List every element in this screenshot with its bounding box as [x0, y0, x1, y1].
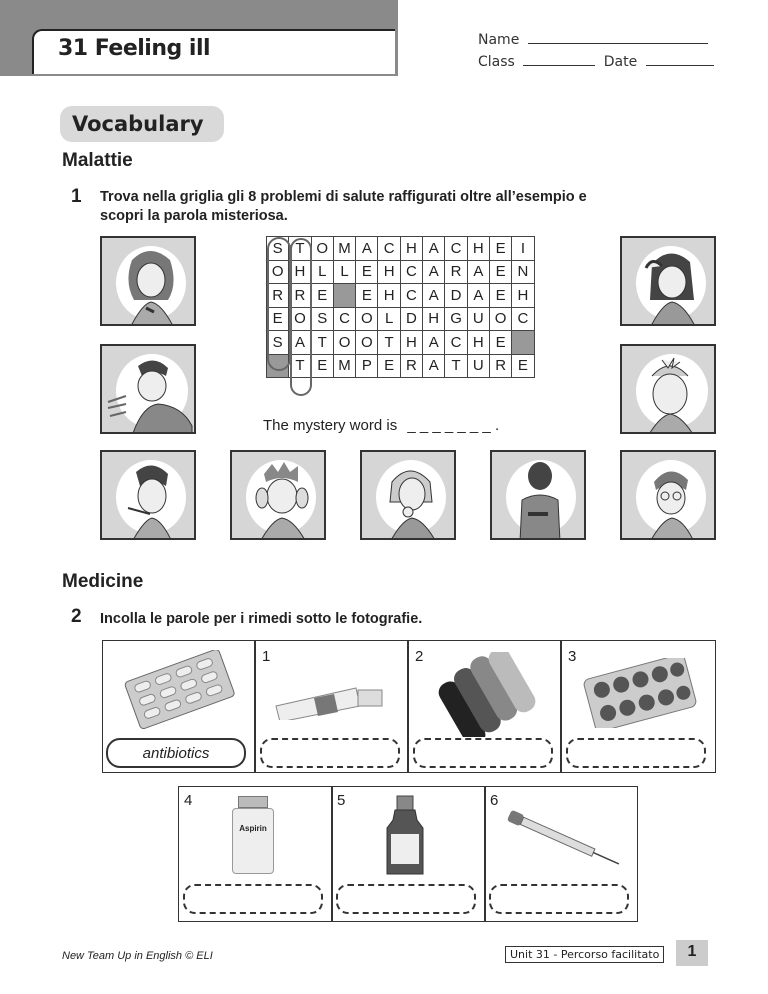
picture-toothache [620, 344, 716, 434]
exercise-number-1: 1 [71, 186, 82, 207]
name-label: Name [478, 32, 520, 48]
grid-cell[interactable]: H [512, 284, 534, 308]
date-line[interactable] [646, 54, 714, 66]
frame-divider [560, 640, 562, 773]
item-number: 3 [568, 648, 577, 665]
grid-cell[interactable]: U [467, 354, 489, 378]
grid-cell[interactable]: E [267, 307, 289, 331]
page-title: 31 Feeling ill [58, 36, 211, 61]
frame-divider [331, 786, 333, 922]
grid-cell[interactable]: C [400, 284, 422, 308]
grid-blank-cell [333, 284, 355, 308]
frame-divider [407, 640, 409, 773]
grid-cell[interactable]: C [333, 307, 355, 331]
cream-tube-icon [270, 680, 390, 720]
footer-book-title: New Team Up in English © ELI [62, 950, 213, 962]
grid-cell[interactable]: E [489, 284, 511, 308]
name-line[interactable] [528, 32, 708, 44]
mystery-text: The mystery word is [263, 417, 398, 434]
mystery-blanks[interactable]: _ _ _ _ _ _ _ . [407, 417, 500, 434]
grid-cell[interactable]: S [267, 237, 289, 261]
grid-cell[interactable]: R [267, 284, 289, 308]
example-ring-throat [290, 238, 312, 396]
grid-cell[interactable]: H [378, 284, 400, 308]
pills-blister-icon [580, 658, 700, 728]
grid-cell[interactable]: O [489, 307, 511, 331]
grid-cell[interactable]: S [267, 331, 289, 355]
answer-box-6[interactable] [489, 884, 629, 914]
grid-blank-cell [512, 331, 534, 355]
grid-cell[interactable]: C [512, 307, 534, 331]
answer-box-4[interactable] [183, 884, 323, 914]
grid-cell[interactable]: E [311, 284, 333, 308]
section-heading-malattie: Malattie [62, 150, 133, 171]
mystery-word-line [263, 417, 499, 434]
item-number: 1 [262, 648, 271, 665]
grid-cell[interactable]: T [445, 354, 467, 378]
class-date-row [478, 54, 714, 70]
grid-cell[interactable]: O [289, 307, 311, 331]
grid-cell[interactable]: E [378, 354, 400, 378]
grid-cell[interactable]: A [423, 354, 445, 378]
vocabulary-heading: Vocabulary [60, 106, 224, 142]
page-number: 1 [676, 940, 708, 966]
grid-cell[interactable]: L [333, 260, 355, 284]
answer-box-3[interactable] [566, 738, 706, 768]
picture-stomachache [490, 450, 586, 540]
grid-cell[interactable]: E [512, 354, 534, 378]
syringe-icon [500, 810, 630, 870]
picture-earache [230, 450, 326, 540]
grid-cell[interactable]: C [378, 237, 400, 261]
grid-cell[interactable]: H [423, 307, 445, 331]
class-line[interactable] [523, 54, 595, 66]
frame-divider [484, 786, 486, 922]
grid-cell[interactable]: H [467, 237, 489, 261]
grid-cell[interactable]: P [356, 354, 378, 378]
grid-cell[interactable]: M [333, 237, 355, 261]
picture-sore-throat [100, 236, 196, 326]
picture-cough [100, 344, 196, 434]
date-label: Date [603, 54, 638, 70]
example-label-box: antibiotics [106, 738, 246, 768]
item-number: 4 [184, 792, 193, 809]
grid-cell[interactable]: L [378, 307, 400, 331]
grid-cell[interactable]: D [445, 284, 467, 308]
answer-box-1[interactable] [260, 738, 400, 768]
grid-cell[interactable]: O [333, 331, 355, 355]
grid-cell[interactable]: O [311, 237, 333, 261]
grid-cell[interactable]: M [333, 354, 355, 378]
grid-cell[interactable]: C [445, 237, 467, 261]
grid-cell[interactable]: H [378, 260, 400, 284]
grid-cell[interactable]: H [400, 237, 422, 261]
grid-cell[interactable]: E [311, 354, 333, 378]
instruction-line: scopri la parola misteriosa. [100, 208, 288, 224]
grid-cell[interactable]: S [311, 307, 333, 331]
footer-unit: Unit 31 - Percorso facilitato [505, 946, 664, 963]
grid-cell[interactable]: A [423, 331, 445, 355]
frame-divider [254, 640, 256, 773]
grid-cell[interactable]: E [489, 260, 511, 284]
grid-cell[interactable]: H [400, 331, 422, 355]
exercise-1-instruction [100, 188, 587, 226]
aspirin-label: Aspirin [239, 824, 267, 833]
answer-box-2[interactable] [413, 738, 553, 768]
instruction-line: Trova nella griglia gli 8 problemi di salute raffigurati oltre all’esempio e [100, 189, 587, 205]
grid-cell[interactable]: R [445, 260, 467, 284]
answer-box-5[interactable] [336, 884, 476, 914]
item-number: 6 [490, 792, 499, 809]
picture-cold [620, 450, 716, 540]
grid-cell[interactable]: E [356, 260, 378, 284]
class-label: Class [478, 54, 515, 70]
grid-cell[interactable]: E [356, 284, 378, 308]
grid-cell[interactable]: T [311, 331, 333, 355]
grid-cell[interactable]: G [445, 307, 467, 331]
grid-cell[interactable]: O [267, 260, 289, 284]
grid-cell[interactable]: U [467, 307, 489, 331]
picture-sore-throat-2 [360, 450, 456, 540]
grid-cell[interactable]: C [445, 331, 467, 355]
grid-cell[interactable]: O [356, 331, 378, 355]
grid-cell[interactable]: T [378, 331, 400, 355]
grid-cell[interactable]: I [512, 237, 534, 261]
grid-cell[interactable]: A [423, 284, 445, 308]
antibiotics-blister-icon [120, 650, 240, 730]
grid-cell[interactable]: E [489, 237, 511, 261]
grid-cell[interactable]: C [400, 260, 422, 284]
grid-cell[interactable]: A [423, 260, 445, 284]
grid-cell[interactable]: O [356, 307, 378, 331]
grid-cell[interactable]: A [289, 331, 311, 355]
grid-cell[interactable]: L [311, 260, 333, 284]
exercise-2-instruction: Incolla le parole per i rimedi sotto le fotografie. [100, 611, 423, 627]
exercise-number-2: 2 [71, 606, 82, 627]
name-row [478, 32, 708, 48]
grid-cell[interactable]: T [289, 354, 311, 378]
item-number: 5 [337, 792, 346, 809]
grid-cell[interactable]: N [512, 260, 534, 284]
syrup-bottle-icon [385, 794, 425, 878]
grid-cell[interactable]: A [356, 237, 378, 261]
grid-cell[interactable]: R [400, 354, 422, 378]
grid-cell[interactable]: H [467, 331, 489, 355]
grid-cell[interactable]: A [467, 260, 489, 284]
grid-cell[interactable]: A [423, 237, 445, 261]
plasters-icon [425, 652, 555, 737]
grid-cell[interactable]: T [289, 237, 311, 261]
item-number: 2 [415, 648, 424, 665]
picture-temperature [100, 450, 196, 540]
grid-cell[interactable]: D [400, 307, 422, 331]
grid-cell[interactable]: R [489, 354, 511, 378]
picture-headache [620, 236, 716, 326]
grid-cell[interactable]: E [489, 331, 511, 355]
aspirin-bottle-icon [232, 796, 274, 876]
grid-cell[interactable]: A [467, 284, 489, 308]
section-heading-medicine: Medicine [62, 571, 144, 592]
grid-cell[interactable]: H [289, 260, 311, 284]
example-ring-sores [267, 237, 291, 371]
grid-cell[interactable]: R [289, 284, 311, 308]
